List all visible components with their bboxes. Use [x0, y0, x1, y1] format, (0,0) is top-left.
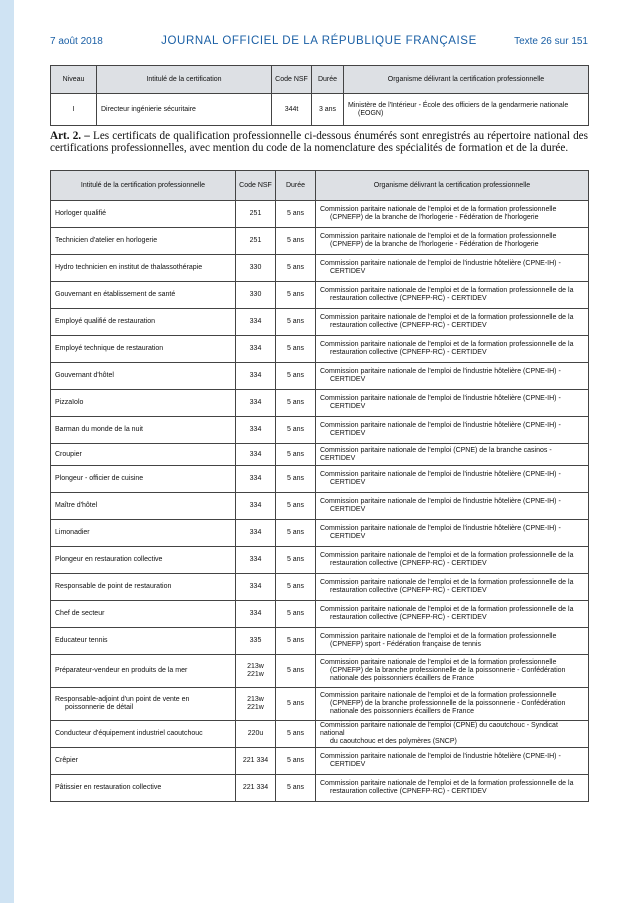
code-line: 334	[249, 318, 262, 325]
org-line: (CPNEFP) de la branche professionnelle de la poissonnerie - Confédération	[330, 700, 566, 707]
cell-organisme	[316, 336, 589, 363]
cell-code	[236, 255, 276, 282]
table-row	[51, 201, 589, 228]
name-line: Gouvernant en établissement de santé	[55, 291, 176, 298]
cell-intitule	[51, 255, 236, 282]
cell-intitule	[51, 655, 236, 688]
table-header-row	[51, 171, 589, 201]
left-color-band	[0, 0, 14, 903]
cell-duree: 5 ans	[276, 336, 316, 363]
cell-intitule	[51, 417, 236, 444]
col-header-code: Code NSF	[272, 66, 312, 94]
org-line: Commission paritaire nationale de l'emploi et de la formation professionnelle de la	[320, 341, 574, 348]
cell-code	[236, 721, 276, 748]
org-line: Commission paritaire nationale de l'emploi (CPNE) de la branche casinos - CERTIDEV	[320, 446, 552, 462]
col-header-duree: Durée	[276, 171, 316, 201]
org-line: Commission paritaire nationale de l'emploi de l'industrie hôtelière (CPNE-IH) -	[320, 260, 561, 267]
col-header-organisme: Organisme délivrant la certification professionnelle	[316, 171, 589, 201]
cell-duree: 5 ans	[276, 309, 316, 336]
org-line: restauration collective (CPNEFP-RC) - CERTIDEV	[330, 295, 487, 302]
cell-duree: 5 ans	[276, 547, 316, 574]
code-line: 334	[249, 502, 262, 509]
table-row	[51, 417, 589, 444]
cell-niveau: I	[51, 94, 97, 126]
code-line: 334	[249, 529, 262, 536]
org-line: Commission paritaire nationale de l'emploi et de la formation professionnelle de la	[320, 579, 574, 586]
table-row	[51, 444, 589, 466]
table-row	[51, 390, 589, 417]
cell-organisme	[316, 721, 589, 748]
cell-duree: 5 ans	[276, 721, 316, 748]
org-line: (CPNEFP) de la branche de l'horlogerie - Fédération de l'horlogerie	[330, 241, 539, 248]
name-line: Plongeur - officier de cuisine	[55, 475, 144, 482]
cell-intitule	[51, 574, 236, 601]
org-line: CERTIDEV	[330, 403, 366, 410]
code-line: 334	[249, 450, 262, 458]
org-line: Commission paritaire nationale de l'emploi et de la formation professionnelle de la	[320, 552, 574, 559]
cell-code	[236, 201, 276, 228]
org-line: Ministère de l'Intérieur - École des officiers de la gendarmerie nationale	[348, 101, 569, 109]
header-text-number: Texte 26 sur 151	[514, 36, 588, 47]
cell-intitule	[51, 721, 236, 748]
cell-duree: 5 ans	[276, 282, 316, 309]
col-header-intitule: Intitulé de la certification professionnelle	[51, 171, 236, 201]
name-line: Hydro technicien en institut de thalassothérapie	[55, 264, 203, 271]
org-line: du caoutchouc et des polymères (SNCP)	[330, 738, 457, 745]
cell-intitule	[51, 309, 236, 336]
cell-code	[236, 309, 276, 336]
cell-organisme	[316, 520, 589, 547]
cell-intitule	[51, 547, 236, 574]
cell-organisme	[316, 444, 589, 466]
cell-organisme	[316, 390, 589, 417]
code-line: 221w	[247, 704, 264, 711]
table-row	[51, 94, 589, 126]
name-line: Educateur tennis	[55, 637, 108, 644]
cell-organisme	[316, 363, 589, 390]
cell-intitule	[51, 228, 236, 255]
table-row	[51, 466, 589, 493]
cell-organisme	[316, 748, 589, 775]
table-row	[51, 520, 589, 547]
cell-organisme	[316, 547, 589, 574]
cell-organisme	[316, 628, 589, 655]
cell-duree: 3 ans	[312, 94, 344, 126]
table-row	[51, 255, 589, 282]
code-line: 251	[249, 210, 262, 217]
table-row	[51, 336, 589, 363]
name-line: Responsable de point de restauration	[55, 583, 172, 590]
org-line: restauration collective (CPNEFP-RC) - CERTIDEV	[330, 614, 487, 621]
table-row	[51, 282, 589, 309]
cell-code	[236, 390, 276, 417]
code-line: 330	[249, 291, 262, 298]
code-line: 334	[249, 426, 262, 433]
cell-intitule	[51, 390, 236, 417]
org-line: (CPNEFP) de la branche de l'horlogerie - Fédération de l'horlogerie	[330, 214, 539, 221]
cell-code	[236, 493, 276, 520]
code-line: 330	[249, 264, 262, 271]
cell-duree: 5 ans	[276, 417, 316, 444]
code-line: 221 334	[242, 784, 269, 791]
cell-intitule	[51, 363, 236, 390]
name-line: Plongeur en restauration collective	[55, 556, 163, 563]
cell-organisme	[316, 255, 589, 282]
org-line: Commission paritaire nationale de l'emploi et de la formation professionnelle de la	[320, 287, 574, 294]
article-text: Les certificats de qualification professionnelle ci-dessous énumérés sont enregistrés au répertoire national des certifications professionnelles, avec mention du code de la nomenclature des spécialités de formation et de la durée.	[50, 130, 588, 154]
cell-organisme	[316, 688, 589, 721]
org-line: CERTIDEV	[330, 506, 366, 513]
code-line: 334	[249, 372, 262, 379]
name-line: Employé technique de restauration	[55, 345, 164, 352]
cell-code	[236, 417, 276, 444]
table-row	[51, 547, 589, 574]
cell-code	[236, 628, 276, 655]
table-row	[51, 228, 589, 255]
cell-code	[236, 574, 276, 601]
code-line: 334	[249, 556, 262, 563]
cell-intitule	[51, 493, 236, 520]
code-line: 334	[249, 345, 262, 352]
cell-duree: 5 ans	[276, 228, 316, 255]
name-line: Pâtissier en restauration collective	[55, 784, 162, 791]
table-header-row	[51, 66, 589, 94]
page-header	[50, 36, 588, 50]
cell-duree: 5 ans	[276, 601, 316, 628]
table-row	[51, 363, 589, 390]
table-row	[51, 628, 589, 655]
cell-code: 344t	[272, 94, 312, 126]
col-header-duree: Durée	[312, 66, 344, 94]
code-line: 334	[249, 475, 262, 482]
cell-organisme	[316, 309, 589, 336]
cell-duree: 5 ans	[276, 255, 316, 282]
org-line: restauration collective (CPNEFP-RC) - CERTIDEV	[330, 322, 487, 329]
org-line: CERTIDEV	[330, 761, 366, 768]
table-row	[51, 688, 589, 721]
cell-code	[236, 520, 276, 547]
code-line: 213w	[247, 696, 264, 703]
table-body	[51, 201, 589, 802]
cell-duree: 5 ans	[276, 688, 316, 721]
org-line: CERTIDEV	[330, 430, 366, 437]
cell-intitule	[51, 601, 236, 628]
org-line: restauration collective (CPNEFP-RC) - CERTIDEV	[330, 587, 487, 594]
cell-code	[236, 601, 276, 628]
table-row	[51, 493, 589, 520]
name-line: Technicien d'atelier en horlogerie	[55, 237, 158, 244]
table-row	[51, 721, 589, 748]
cell-intitule	[51, 336, 236, 363]
name-line: Pizzaïolo	[55, 399, 84, 406]
col-header-niveau: Niveau	[51, 66, 97, 94]
cell-duree: 5 ans	[276, 748, 316, 775]
cell-intitule	[51, 444, 236, 466]
code-line: 251	[249, 237, 262, 244]
name-line: Barman du monde de la nuit	[55, 426, 143, 433]
certification-table-1	[50, 65, 589, 126]
cell-duree: 5 ans	[276, 363, 316, 390]
header-date: 7 août 2018	[50, 36, 103, 47]
org-line: Commission paritaire nationale de l'emploi de l'industrie hôtelière (CPNE-IH) -	[320, 471, 561, 478]
cell-duree: 5 ans	[276, 201, 316, 228]
org-line: Commission paritaire nationale de l'emploi de l'industrie hôtelière (CPNE-IH) -	[320, 422, 561, 429]
org-line: Commission paritaire nationale de l'emploi et de la formation professionnelle	[320, 633, 557, 640]
org-line: Commission paritaire nationale de l'emploi et de la formation professionnelle de la	[320, 780, 574, 787]
cell-duree: 5 ans	[276, 574, 316, 601]
cell-organisme	[316, 201, 589, 228]
org-line: Commission paritaire nationale de l'emploi et de la formation professionnelle	[320, 233, 557, 240]
cell-code	[236, 547, 276, 574]
org-line: Commission paritaire nationale de l'emploi de l'industrie hôtelière (CPNE-IH) -	[320, 753, 561, 760]
org-line: Commission paritaire nationale de l'emploi et de la formation professionnelle de la	[320, 606, 574, 613]
name-line: Limonadier	[55, 529, 90, 536]
code-line: 220u	[247, 730, 264, 737]
certification-table-2	[50, 170, 589, 802]
cell-code	[236, 748, 276, 775]
org-line: Commission paritaire nationale de l'emploi de l'industrie hôtelière (CPNE-IH) -	[320, 395, 561, 402]
name-line: Gouvernant d'hôtel	[55, 372, 114, 379]
name-line: Maître d'hôtel	[55, 502, 98, 509]
cell-organisme	[316, 493, 589, 520]
cell-organisme	[316, 655, 589, 688]
header-journal-title: JOURNAL OFFICIEL DE LA RÉPUBLIQUE FRANÇAISE	[161, 35, 477, 47]
cell-intitule	[51, 688, 236, 721]
name-line: Responsable-adjoint d'un point de vente en	[55, 696, 190, 703]
cell-organisme	[316, 282, 589, 309]
org-line: Commission paritaire nationale de l'emploi et de la formation professionnelle de la	[320, 314, 574, 321]
cell-organisme	[344, 94, 589, 126]
cell-organisme	[316, 574, 589, 601]
col-header-organisme: Organisme délivrant la certification professionnelle	[344, 66, 589, 94]
cell-intitule: Directeur ingénierie sécuritaire	[97, 94, 272, 126]
cell-code	[236, 775, 276, 802]
name-line: poissonnerie de détail	[65, 704, 134, 711]
org-line: restauration collective (CPNEFP-RC) - CERTIDEV	[330, 560, 487, 567]
cell-intitule	[51, 520, 236, 547]
cell-code	[236, 655, 276, 688]
org-line: CERTIDEV	[330, 376, 366, 383]
org-line: CERTIDEV	[330, 268, 366, 275]
cell-intitule	[51, 775, 236, 802]
cell-duree: 5 ans	[276, 655, 316, 688]
org-line: CERTIDEV	[330, 479, 366, 486]
org-line: Commission paritaire nationale de l'emploi de l'industrie hôtelière (CPNE-IH) -	[320, 525, 561, 532]
name-line: Croupier	[55, 450, 82, 458]
cell-code	[236, 336, 276, 363]
org-line: (CPNEFP) de la branche professionnelle de la poissonnerie - Confédération	[330, 667, 566, 674]
cell-intitule	[51, 201, 236, 228]
code-line: 221w	[247, 671, 264, 678]
org-line: Commission paritaire nationale de l'emploi et de la formation professionnelle	[320, 206, 557, 213]
name-line: Conducteur d'équipement industriel caoutchouc	[55, 730, 203, 737]
code-line: 335	[249, 637, 262, 644]
cell-code	[236, 688, 276, 721]
name-line: Crêpier	[55, 757, 78, 764]
article-lead: Art. 2. –	[50, 130, 90, 142]
code-line: 213w	[247, 663, 264, 670]
org-line: Commission paritaire nationale de l'emploi et de la formation professionnelle	[320, 692, 557, 699]
cell-code	[236, 363, 276, 390]
table-row	[51, 775, 589, 802]
org-line: CERTIDEV	[330, 533, 366, 540]
code-line: 334	[249, 610, 262, 617]
cell-duree: 5 ans	[276, 390, 316, 417]
table-row	[51, 601, 589, 628]
name-line: Préparateur-vendeur en produits de la mer	[55, 667, 188, 674]
name-line: Employé qualifié de restauration	[55, 318, 156, 325]
cell-code	[236, 444, 276, 466]
col-header-code: Code NSF	[236, 171, 276, 201]
cell-code	[236, 466, 276, 493]
cell-code	[236, 228, 276, 255]
cell-intitule	[51, 466, 236, 493]
org-line: Commission paritaire nationale de l'emploi et de la formation professionnelle	[320, 659, 557, 666]
cell-organisme	[316, 228, 589, 255]
code-line: 334	[249, 399, 262, 406]
org-line: Commission paritaire nationale de l'emploi de l'industrie hôtelière (CPNE-IH) -	[320, 368, 561, 375]
cell-duree: 5 ans	[276, 466, 316, 493]
org-line: Commission paritaire nationale de l'emploi de l'industrie hôtelière (CPNE-IH) -	[320, 498, 561, 505]
cell-duree: 5 ans	[276, 520, 316, 547]
cell-duree: 5 ans	[276, 444, 316, 466]
org-line: (CPNEFP) sport - Fédération française de tennis	[330, 641, 481, 648]
org-line: nationale des poissonniers écaillers de France	[330, 675, 474, 682]
cell-organisme	[316, 417, 589, 444]
org-line: restauration collective (CPNEFP-RC) - CERTIDEV	[330, 788, 487, 795]
cell-code	[236, 282, 276, 309]
table-row	[51, 574, 589, 601]
cell-duree: 5 ans	[276, 493, 316, 520]
org-line: nationale des poissonniers écaillers de France	[330, 708, 474, 715]
cell-intitule	[51, 282, 236, 309]
cell-intitule	[51, 628, 236, 655]
table-row	[51, 655, 589, 688]
cell-organisme	[316, 601, 589, 628]
code-line: 334	[249, 583, 262, 590]
name-line: Horloger qualifié	[55, 210, 106, 217]
org-line: restauration collective (CPNEFP-RC) - CERTIDEV	[330, 349, 487, 356]
name-line: Chef de secteur	[55, 610, 105, 617]
code-line: 221 334	[242, 757, 269, 764]
table-row	[51, 748, 589, 775]
org-line: Commission paritaire nationale de l'emploi (CPNE) du caoutchouc - Syndicat national	[320, 722, 558, 737]
cell-organisme	[316, 775, 589, 802]
cell-organisme	[316, 466, 589, 493]
cell-duree: 5 ans	[276, 775, 316, 802]
article-2-paragraph	[50, 130, 588, 154]
table-row	[51, 309, 589, 336]
cell-duree: 5 ans	[276, 628, 316, 655]
org-line: (EOGN)	[358, 109, 384, 117]
col-header-intitule: Intitulé de la certification	[97, 66, 272, 94]
cell-intitule	[51, 748, 236, 775]
